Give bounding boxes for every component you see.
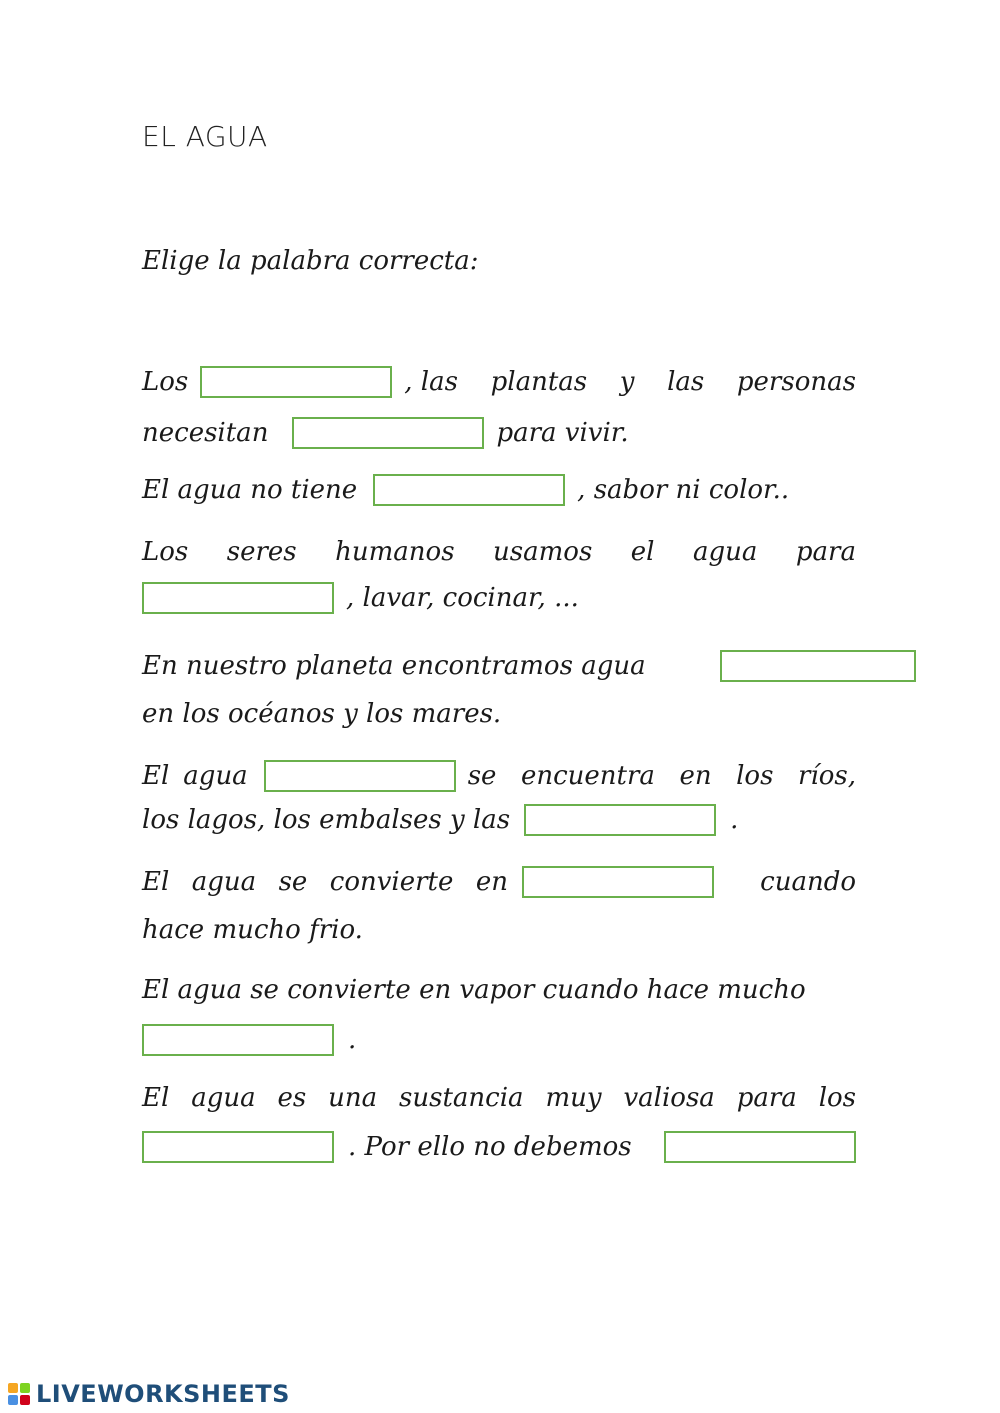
- answer-box-1[interactable]: [200, 366, 392, 398]
- answer-box-5[interactable]: [720, 650, 916, 682]
- sentence-line-4: [142, 532, 856, 572]
- sentence-line-13: [142, 1020, 856, 1060]
- text: ríos,: [797, 761, 856, 791]
- text: el: [630, 537, 655, 567]
- liveworksheets-logo: [8, 1380, 290, 1408]
- sentence-line-2: [142, 413, 856, 453]
- text: es: [277, 1083, 307, 1113]
- text: usamos: [493, 537, 593, 567]
- sentence-line-10: [142, 862, 856, 902]
- text: las: [667, 367, 705, 397]
- text: valiosa: [623, 1083, 715, 1113]
- text: para vivir.: [496, 418, 629, 448]
- worksheet-title: EL AGUA: [142, 120, 268, 153]
- answer-box-6[interactable]: [264, 760, 456, 792]
- sentence-line-3: [142, 470, 856, 510]
- text: , sabor ni color..: [577, 475, 790, 505]
- text: hace mucho frio.: [142, 915, 363, 945]
- text: El agua no tiene: [142, 475, 358, 505]
- sentence-line-15: [142, 1127, 856, 1167]
- answer-box-3[interactable]: [373, 474, 565, 506]
- text: Los: [142, 367, 189, 397]
- text: agua: [191, 867, 257, 897]
- sentence-line-11: [142, 910, 856, 950]
- text-group: [404, 367, 856, 397]
- text: humanos: [335, 537, 455, 567]
- text: sustancia: [399, 1083, 524, 1113]
- text: .: [730, 805, 739, 835]
- answer-box-10[interactable]: [142, 1131, 334, 1163]
- answer-box-11[interactable]: [664, 1131, 856, 1163]
- text: los: [818, 1083, 856, 1113]
- text: convierte: [329, 867, 454, 897]
- text: agua: [183, 761, 248, 791]
- text: los lagos, los embalses y las: [142, 805, 511, 835]
- text: y: [619, 367, 635, 397]
- sentence-line-8: [142, 756, 856, 796]
- sentence-line-6: [142, 646, 916, 686]
- text: muy: [545, 1083, 602, 1113]
- sentence-line-14: [142, 1078, 856, 1118]
- text: El: [142, 867, 170, 897]
- text: para: [736, 1083, 797, 1113]
- sentence-line-5: [142, 578, 856, 618]
- text: agua: [693, 537, 758, 567]
- text: agua: [191, 1083, 256, 1113]
- text: . Por ello no debemos: [348, 1132, 632, 1162]
- instruction-text: Elige la palabra correcta:: [142, 246, 479, 276]
- text-group: [142, 867, 508, 897]
- logo-icon: [8, 1383, 30, 1405]
- sentence-line-7: [142, 694, 856, 734]
- answer-box-7[interactable]: [524, 804, 716, 836]
- text: cuando: [760, 867, 856, 897]
- text: personas: [736, 367, 856, 397]
- text: El: [142, 761, 170, 791]
- text: una: [328, 1083, 378, 1113]
- text: encuentra: [520, 761, 655, 791]
- text: plantas: [490, 367, 588, 397]
- logo-text: LIVEWORKSHEETS: [36, 1380, 290, 1408]
- text: Los: [142, 537, 189, 567]
- text: En nuestro planeta encontramos agua: [142, 651, 646, 681]
- text: El: [142, 1083, 170, 1113]
- text: necesitan: [142, 418, 269, 448]
- text: en los océanos y los mares.: [142, 699, 502, 729]
- answer-box-2[interactable]: [292, 417, 484, 449]
- answer-box-4[interactable]: [142, 582, 334, 614]
- text-group: [468, 761, 856, 791]
- answer-box-9[interactable]: [142, 1024, 334, 1056]
- text: seres: [226, 537, 297, 567]
- text: , lavar, cocinar, ...: [346, 583, 579, 613]
- text: , las: [404, 367, 458, 397]
- text: en: [475, 867, 508, 897]
- text: los: [736, 761, 774, 791]
- text: se: [467, 761, 497, 791]
- text: .: [348, 1025, 357, 1055]
- text: se: [278, 867, 308, 897]
- sentence-line-1: [142, 362, 856, 402]
- text: en: [679, 761, 712, 791]
- sentence-line-12: [142, 970, 856, 1010]
- answer-box-8[interactable]: [522, 866, 714, 898]
- sentence-line-9: [142, 800, 856, 840]
- text: El agua se convierte en vapor cuando hace mucho: [142, 975, 806, 1005]
- text: para: [795, 537, 856, 567]
